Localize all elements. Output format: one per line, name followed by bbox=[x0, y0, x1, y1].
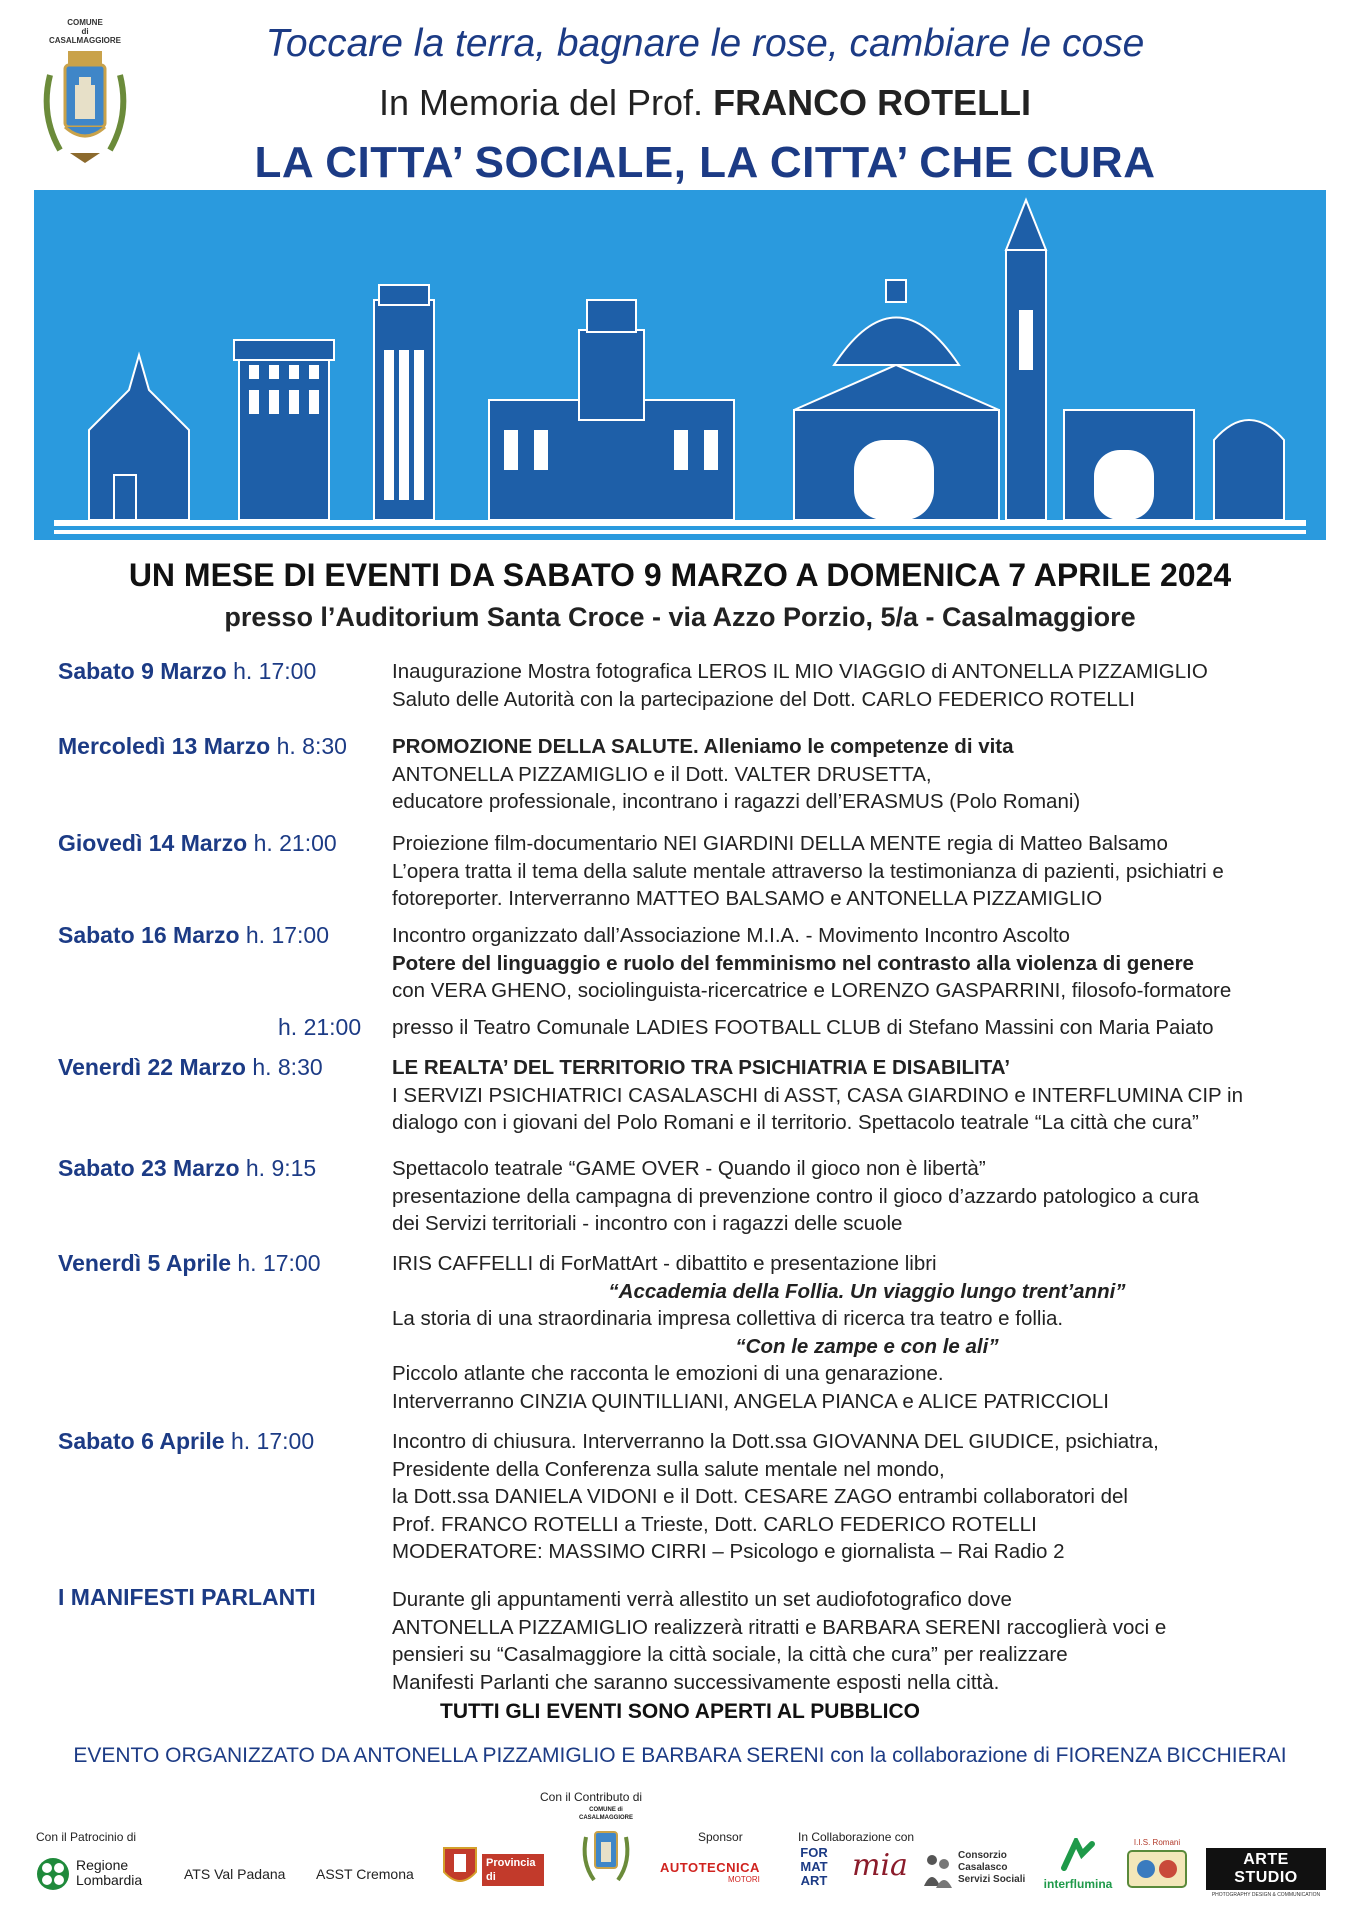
event-line: PROMOZIONE DELLA SALUTE. Alleniamo le competenze di vita bbox=[392, 735, 1014, 758]
memoria-name: FRANCO ROTELLI bbox=[713, 82, 1032, 123]
memoria-line bbox=[0, 82, 1360, 124]
interflumina-figure-icon bbox=[1058, 1838, 1098, 1872]
comune-small-logo bbox=[574, 1806, 638, 1896]
event-line: Incontro di chiusura. Interverranno la Dott.ssa GIOVANNA DEL GIUDICE, psichiatra, bbox=[392, 1430, 1159, 1453]
consorzio-text-3: Servizi Sociali bbox=[958, 1874, 1026, 1885]
asst-logo: ASST Cremona bbox=[316, 1866, 414, 1882]
event-time: h. 21:00 bbox=[253, 830, 337, 856]
event-line-book-title: “Con le zampe e con le ali” bbox=[735, 1334, 999, 1358]
manifesti-label: I MANIFESTI PARLANTI bbox=[58, 1584, 316, 1610]
provincia-cremona-logo bbox=[440, 1842, 548, 1897]
event-description bbox=[392, 1428, 1342, 1566]
motto: Toccare la terra, bagnare le rose, cambiare le cose bbox=[265, 22, 1145, 65]
crest-caption-2: di bbox=[81, 27, 89, 36]
event-time: h. 9:15 bbox=[245, 1155, 317, 1181]
consorzio-text bbox=[958, 1850, 1025, 1886]
consorzio-people-icon bbox=[922, 1850, 954, 1890]
arte-studio-text: ARTE STUDIO bbox=[1206, 1848, 1326, 1890]
autotecnica-logo bbox=[660, 1860, 760, 1884]
venue-line: presso l’Auditorium Santa Croce - via Azzo Porzio, 5/a - Casalmaggiore bbox=[224, 602, 1136, 632]
event-line: LE REALTA’ DEL TERRITORIO TRA PSICHIATRIA E DISABILITA’ bbox=[392, 1056, 1011, 1079]
page-title: LA CITTA’ SOCIALE, LA CITTA’ CHE CURA bbox=[254, 138, 1156, 187]
event-line: dialogo con i giovani del Polo Romani e il territorio. Spettacolo teatrale “La città che cura” bbox=[392, 1111, 1199, 1134]
event-line: educatore professionale, incontrano i ragazzi dell’ERASMUS (Polo Romani) bbox=[392, 790, 1081, 813]
event-line: Piccolo atlante che racconta le emozioni di una genarazione. bbox=[392, 1362, 944, 1385]
event-description bbox=[392, 1014, 1342, 1042]
event-line-book-title: “Accademia della Follia. Un viaggio lungo trent’anni” bbox=[608, 1279, 1126, 1303]
mia-logo: mia bbox=[852, 1848, 908, 1883]
autotecnica-sub: MOTORI bbox=[728, 1875, 760, 1884]
event-day: Sabato 6 Aprile bbox=[58, 1428, 225, 1454]
manifesti-line: Manifesti Parlanti che saranno successivamente esposti nella città. bbox=[392, 1670, 1000, 1694]
event-description bbox=[392, 1155, 1342, 1238]
crest-caption-3: CASALMAGGIORE bbox=[49, 36, 121, 45]
event-time: h. 17:00 bbox=[245, 922, 330, 948]
event-line: La storia di una straordinaria impresa collettiva di ricerca tra teatro e follia. bbox=[392, 1307, 1064, 1330]
event-line: con VERA GHENO, sociolinguista-ricercatrice e LORENZO GASPARRINI, filosofo-formatore bbox=[392, 979, 1232, 1002]
event-line: la Dott.ssa DANIELA VIDONI e il Dott. CESARE ZAGO entrambi collaboratori del bbox=[392, 1485, 1128, 1508]
event-description bbox=[392, 1054, 1342, 1137]
event-when bbox=[58, 1155, 316, 1182]
event-day: Mercoledì 13 Marzo bbox=[58, 733, 271, 759]
regione-lombardia-logo bbox=[36, 1855, 156, 1895]
event-line: Inaugurazione Mostra fotografica LEROS IL MIO VIAGGIO di ANTONELLA PIZZAMIGLIO bbox=[392, 660, 1208, 683]
manifesti-line: Durante gli appuntamenti verrà allestito un set audiofotografico dove bbox=[392, 1588, 1012, 1611]
regione-text-1: Regione bbox=[76, 1857, 129, 1873]
comune-small-text: COMUNE di CASALMAGGIORE bbox=[579, 1807, 633, 1821]
arte-studio-logo bbox=[1206, 1848, 1326, 1898]
consorzio-text-2: Casalasco bbox=[958, 1862, 1008, 1873]
consorzio-logo bbox=[922, 1846, 1032, 1894]
event-time: h. 17:00 bbox=[233, 658, 317, 684]
organizers-line: EVENTO ORGANIZZATO DA ANTONELLA PIZZAMIGLIO E BARBARA SERENI con la collaborazione di FIORENZA BICCHIERAI bbox=[73, 1744, 1287, 1767]
event-line: fotoreporter. Interverranno MATTEO BALSAMO e ANTONELLA PIZZAMIGLIO bbox=[392, 887, 1103, 910]
event-line: L’opera tratta il tema della salute mentale attraverso la testimonianza di pazienti, psichiatri e bbox=[392, 859, 1224, 883]
interflumina-logo bbox=[1040, 1838, 1116, 1896]
event-day: Sabato 9 Marzo bbox=[58, 658, 227, 684]
regione-text-2: Lombardia bbox=[76, 1872, 143, 1888]
event-time: h. 17:00 bbox=[237, 1250, 321, 1276]
open-to-public-note: TUTTI GLI EVENTI SONO APERTI AL PUBBLICO bbox=[440, 1700, 920, 1723]
event-line: ANTONELLA PIZZAMIGLIO e il Dott. VALTER DRUSETTA, bbox=[392, 762, 932, 786]
iis-romani-emblem-icon bbox=[1126, 1847, 1188, 1891]
event-line: Proiezione film-documentario NEI GIARDINI DELLA MENTE regia di Matteo Balsamo bbox=[392, 832, 1168, 855]
manifesti-description bbox=[392, 1586, 1342, 1696]
event-line: I SERVIZI PSICHIATRICI CASALASCHI di ASST, CASA GIARDINO e INTERFLUMINA CIP in bbox=[392, 1083, 1243, 1107]
collaborazione-label: In Collaborazione con bbox=[798, 1830, 915, 1844]
event-when bbox=[58, 1054, 323, 1081]
event-day: Sabato 23 Marzo bbox=[58, 1155, 240, 1181]
comune-crest-icon bbox=[578, 1822, 634, 1892]
autotecnica-text: AUTOTECNICA bbox=[660, 1860, 760, 1875]
sponsor-label: Sponsor bbox=[698, 1830, 743, 1844]
event-time: h. 8:30 bbox=[252, 1054, 323, 1080]
event-when bbox=[278, 1014, 361, 1041]
event-line: Presidente della Conferenza sulla salute mentale nel mondo, bbox=[392, 1457, 945, 1481]
event-when bbox=[58, 922, 329, 949]
event-line: Saluto delle Autorità con la partecipazione del Dott. CARLO FEDERICO ROTELLI bbox=[392, 687, 1135, 711]
event-time: h. 21:00 bbox=[278, 1014, 362, 1040]
event-day: Venerdì 5 Aprile bbox=[58, 1250, 231, 1276]
event-description bbox=[392, 830, 1342, 913]
provincia-text-2: di Cremona bbox=[486, 1871, 534, 1897]
arte-studio-sub: PHOTOGRAPHY DESIGN & COMMUNICATION bbox=[1211, 1892, 1321, 1898]
event-line: IRIS CAFFELLI di ForMattArt - dibattito e presentazione libri bbox=[392, 1252, 937, 1275]
iis-romani-logo bbox=[1124, 1838, 1190, 1894]
interflumina-text: interflumina bbox=[1043, 1877, 1113, 1891]
event-when bbox=[58, 1250, 321, 1277]
crest-caption-1: COMUNE bbox=[67, 18, 103, 27]
event-when bbox=[58, 830, 337, 857]
event-line: Prof. FRANCO ROTELLI a Trieste, Dott. CARLO FEDERICO ROTELLI bbox=[392, 1512, 1037, 1536]
regione-rose-icon bbox=[36, 1857, 70, 1891]
city-skyline-illustration bbox=[34, 190, 1326, 540]
contributo-label: Con il Contributo di bbox=[540, 1790, 643, 1804]
ats-logo: ATS Val Padana bbox=[184, 1866, 286, 1882]
event-line: presso il Teatro Comunale LADIES FOOTBALL CLUB di Stefano Massini con Maria Paiato bbox=[392, 1016, 1214, 1039]
consorzio-text-1: Consorzio bbox=[958, 1850, 1007, 1861]
event-time: h. 8:30 bbox=[276, 733, 347, 759]
event-time: h. 17:00 bbox=[230, 1428, 315, 1454]
event-description bbox=[392, 733, 1342, 816]
event-line: Spettacolo teatrale “GAME OVER - Quando il gioco non è libertà” bbox=[392, 1157, 986, 1180]
event-description bbox=[392, 658, 1342, 713]
event-line: Potere del linguaggio e ruolo del femminismo nel contrasto alla violenza di genere bbox=[392, 951, 1194, 975]
skyline-icon bbox=[34, 190, 1326, 540]
event-line: MODERATORE: MASSIMO CIRRI – Psicologo e giornalista – Rai Radio 2 bbox=[392, 1540, 1065, 1563]
patrocinio-label: Con il Patrocinio di bbox=[36, 1830, 137, 1844]
event-day: Sabato 16 Marzo bbox=[58, 922, 240, 948]
event-line: Interverranno CINZIA QUINTILLIANI, ANGELA PIANCA e ALICE PATRICCIOLI bbox=[392, 1389, 1109, 1413]
event-line: presentazione della campagna di prevenzione contro il gioco d’azzardo patologico a cura bbox=[392, 1184, 1199, 1208]
provincia-crest-icon bbox=[440, 1842, 480, 1892]
provincia-text-1: Provincia bbox=[486, 1857, 536, 1869]
iis-romani-text: I.I.S. Romani bbox=[1133, 1838, 1181, 1847]
formattart-logo: FOR MAT ART bbox=[800, 1845, 828, 1888]
event-when bbox=[58, 658, 316, 685]
memoria-prefix: In Memoria del Prof. bbox=[378, 82, 704, 123]
event-line: Incontro organizzato dall’Associazione M.I.A. - Movimento Incontro Ascolto bbox=[392, 924, 1070, 947]
regione-text bbox=[76, 1858, 142, 1888]
event-when bbox=[58, 733, 347, 760]
manifesti-line: ANTONELLA PIZZAMIGLIO realizzerà ritratti e BARBARA SERENI raccoglierà voci e bbox=[392, 1615, 1167, 1639]
event-line: dei Servizi territoriali - incontro con i ragazzi delle scuole bbox=[392, 1212, 903, 1235]
manifesti-line: pensieri su “Casalmaggiore la città sociale, la città che cura” per realizzare bbox=[392, 1643, 1068, 1666]
provincia-text bbox=[482, 1854, 544, 1897]
event-when bbox=[58, 1428, 314, 1455]
event-dates-heading: UN MESE DI EVENTI DA SABATO 9 MARZO A DOMENICA 7 APRILE 2024 bbox=[128, 557, 1232, 593]
event-description bbox=[392, 922, 1342, 1005]
event-day: Giovedì 14 Marzo bbox=[58, 830, 248, 856]
event-day: Venerdì 22 Marzo bbox=[58, 1054, 246, 1080]
event-description bbox=[392, 1250, 1342, 1415]
